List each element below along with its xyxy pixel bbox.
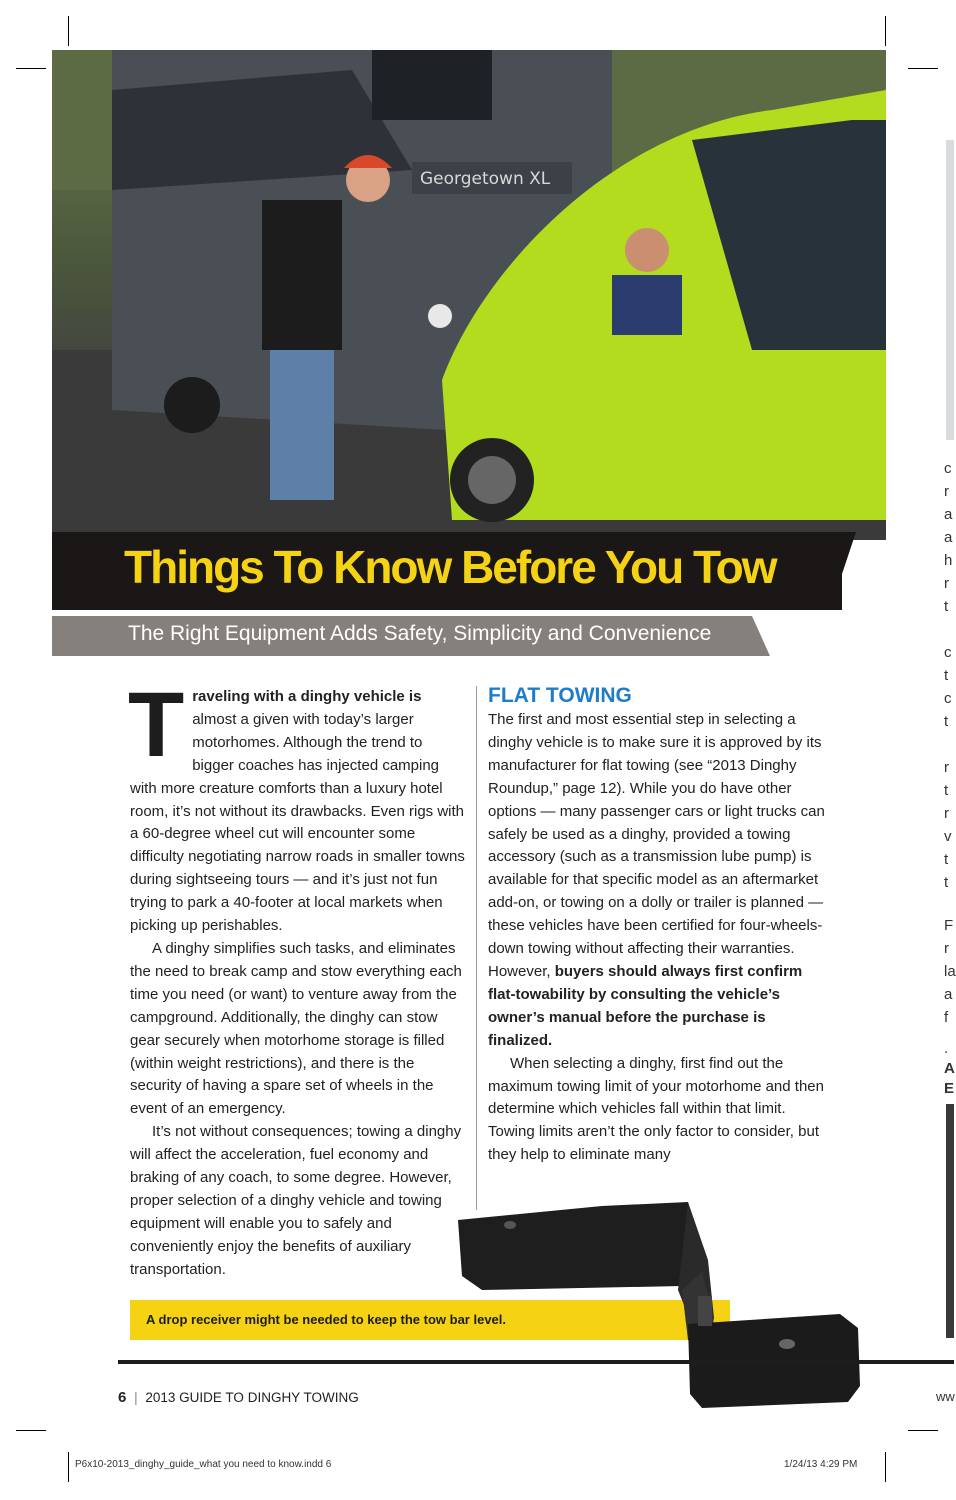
folio: [118, 1389, 359, 1406]
driver-head: [625, 228, 669, 272]
publication-name: 2013 GUIDE TO DINGHY TOWING: [145, 1390, 359, 1405]
title-bar-tail: [830, 532, 856, 610]
next-page-letter: a: [944, 986, 953, 1003]
body-paragraph: It’s not without consequences; towing a dinghy will affect the acceleration, fuel economy and braking of any coach, to some degree. However, proper selection of a dinghy vehicle and towing equipment will enable you to safely and conveniently enjoy the benefits of auxiliary transportation.: [130, 1123, 462, 1278]
body-paragraph: A dinghy simplifies such tasks, and eliminates the need to break camp and stow everything each time you need (or want) to venture away from the campground. Additionally, the dinghy can stow gear securely when motorhome storage is filled (within weight restrictions), and there is the security of having a spare set of wheels in the event of an emergency.: [130, 939, 462, 1118]
left-column: [128, 674, 466, 1282]
next-page-letter: r: [944, 805, 949, 822]
next-page-letter: r: [944, 483, 949, 500]
next-page-letter: t: [944, 851, 949, 868]
page-number: 6: [118, 1389, 127, 1406]
footer-rule: [118, 1360, 954, 1364]
crop-mark: [908, 1430, 938, 1431]
receiver-pin-hole: [504, 1221, 516, 1229]
next-page-letter: t: [944, 598, 949, 615]
next-page-letter: c: [944, 460, 952, 477]
rv-headlight: [428, 304, 452, 328]
receiver-pin-hole: [779, 1339, 795, 1349]
crop-mark: [68, 1452, 69, 1482]
next-page-letter: t: [944, 667, 949, 684]
driver-shirt: [612, 275, 682, 335]
body-bold-text: buyers should always first confirm flat-towability by consulting the vehicle’s owner’s manual before the purchase is finalized.: [488, 962, 803, 1049]
page-title: Things To Know Before You Tow: [124, 541, 776, 593]
body-paragraph: [488, 709, 828, 1053]
intro-text: almost a given with today’s larger motorhomes. Although the trend to bigger coaches has injected camping with more creature comforts than a luxury hotel room, it’s not without its drawbacks. Even rigs with a 60-degree wheel cut will encounter some difficulty negotiating narrow roads in smaller towns during sightseeing tours — and it’s just not fun trying to park a 40-footer at local markets when picking up perishables.: [130, 710, 465, 935]
crop-mark: [68, 16, 69, 46]
subtitle-bar-tail: [752, 616, 770, 656]
next-page-letter: t: [944, 782, 949, 799]
next-page-letter: v: [944, 828, 952, 845]
crop-mark: [885, 16, 886, 46]
folio-separator: |: [134, 1390, 138, 1405]
next-page-letter: r: [944, 759, 949, 776]
drop-receiver-image: [452, 1200, 872, 1415]
body-paragraph: When selecting a dinghy, first find out the maximum towing limit of your motorhome and then determine which vehicles fall within that limit. Towing limits aren’t the only factor to consider, but they help to eliminate many: [488, 1054, 824, 1164]
lead-in-bold: raveling with a dinghy vehicle is: [192, 688, 422, 705]
crop-mark: [885, 1452, 886, 1482]
body-text: The first and most essential step in selecting a dinghy vehicle is to make sure it is approved by its manufacturer for flat towing (see “2013 Dinghy Roundup,” page 12). While you do have other options — many passenger cars or light trucks can safely be used as a dinghy, provided a towing accessory (such as a transmission lube pump) is available for that specific model as an aftermarket add-on, or towing on a dolly or trailer is planned — these vehicles have been certified for four-wheels-down towing without affecting their warranties. However,: [488, 711, 825, 980]
crop-mark: [908, 68, 938, 69]
next-page-letter: c: [944, 644, 952, 661]
next-page-letter: a: [944, 506, 953, 523]
drop-cap: T: [128, 674, 185, 776]
next-page-photo-edge: [946, 140, 954, 440]
column-divider: [476, 686, 477, 1210]
crop-mark: [16, 1430, 46, 1431]
next-page-letter: f: [944, 1009, 949, 1026]
next-page-letter: c: [944, 690, 952, 707]
next-page-letter: r: [944, 940, 949, 957]
next-page-letter: t: [944, 713, 949, 730]
crop-mark: [16, 68, 46, 69]
rv-badge: Georgetown XL: [420, 169, 551, 189]
slug-timestamp: 1/24/13 4:29 PM: [784, 1459, 858, 1470]
next-page-image-edge: [946, 1104, 954, 1338]
footer-right-fragment: ww: [936, 1389, 955, 1404]
next-page-letter: t: [944, 874, 949, 891]
photo-caption: A drop receiver might be needed to keep the tow bar level.: [146, 1312, 507, 1327]
next-page-letter: F: [944, 917, 954, 934]
page-subtitle: The Right Equipment Adds Safety, Simplicity and Convenience: [128, 622, 712, 645]
hero-photo-illustration: [52, 50, 886, 540]
next-page-letter: la: [944, 963, 956, 980]
right-column: [488, 709, 828, 1167]
man-jeans: [270, 350, 334, 500]
motorhome-window: [372, 50, 492, 120]
rv-wheel: [164, 377, 220, 433]
next-page-letter: A: [944, 1060, 955, 1077]
intro-paragraph: [128, 674, 466, 938]
next-page-letter: h: [944, 552, 953, 569]
section-heading: FLAT TOWING: [488, 684, 632, 707]
next-page-letter: a: [944, 529, 953, 546]
hero-photo: [52, 50, 886, 540]
next-page-letter: .: [944, 1040, 949, 1057]
next-page-letter: E: [944, 1080, 955, 1097]
receiver-bar: [458, 1202, 702, 1290]
slug-filename: P6x10-2013_dinghy_guide_what you need to know.indd 6: [75, 1459, 332, 1470]
man-jacket: [262, 200, 342, 350]
car-rim: [468, 456, 516, 504]
receiver-weld: [698, 1296, 712, 1326]
next-page-letter: r: [944, 575, 949, 592]
